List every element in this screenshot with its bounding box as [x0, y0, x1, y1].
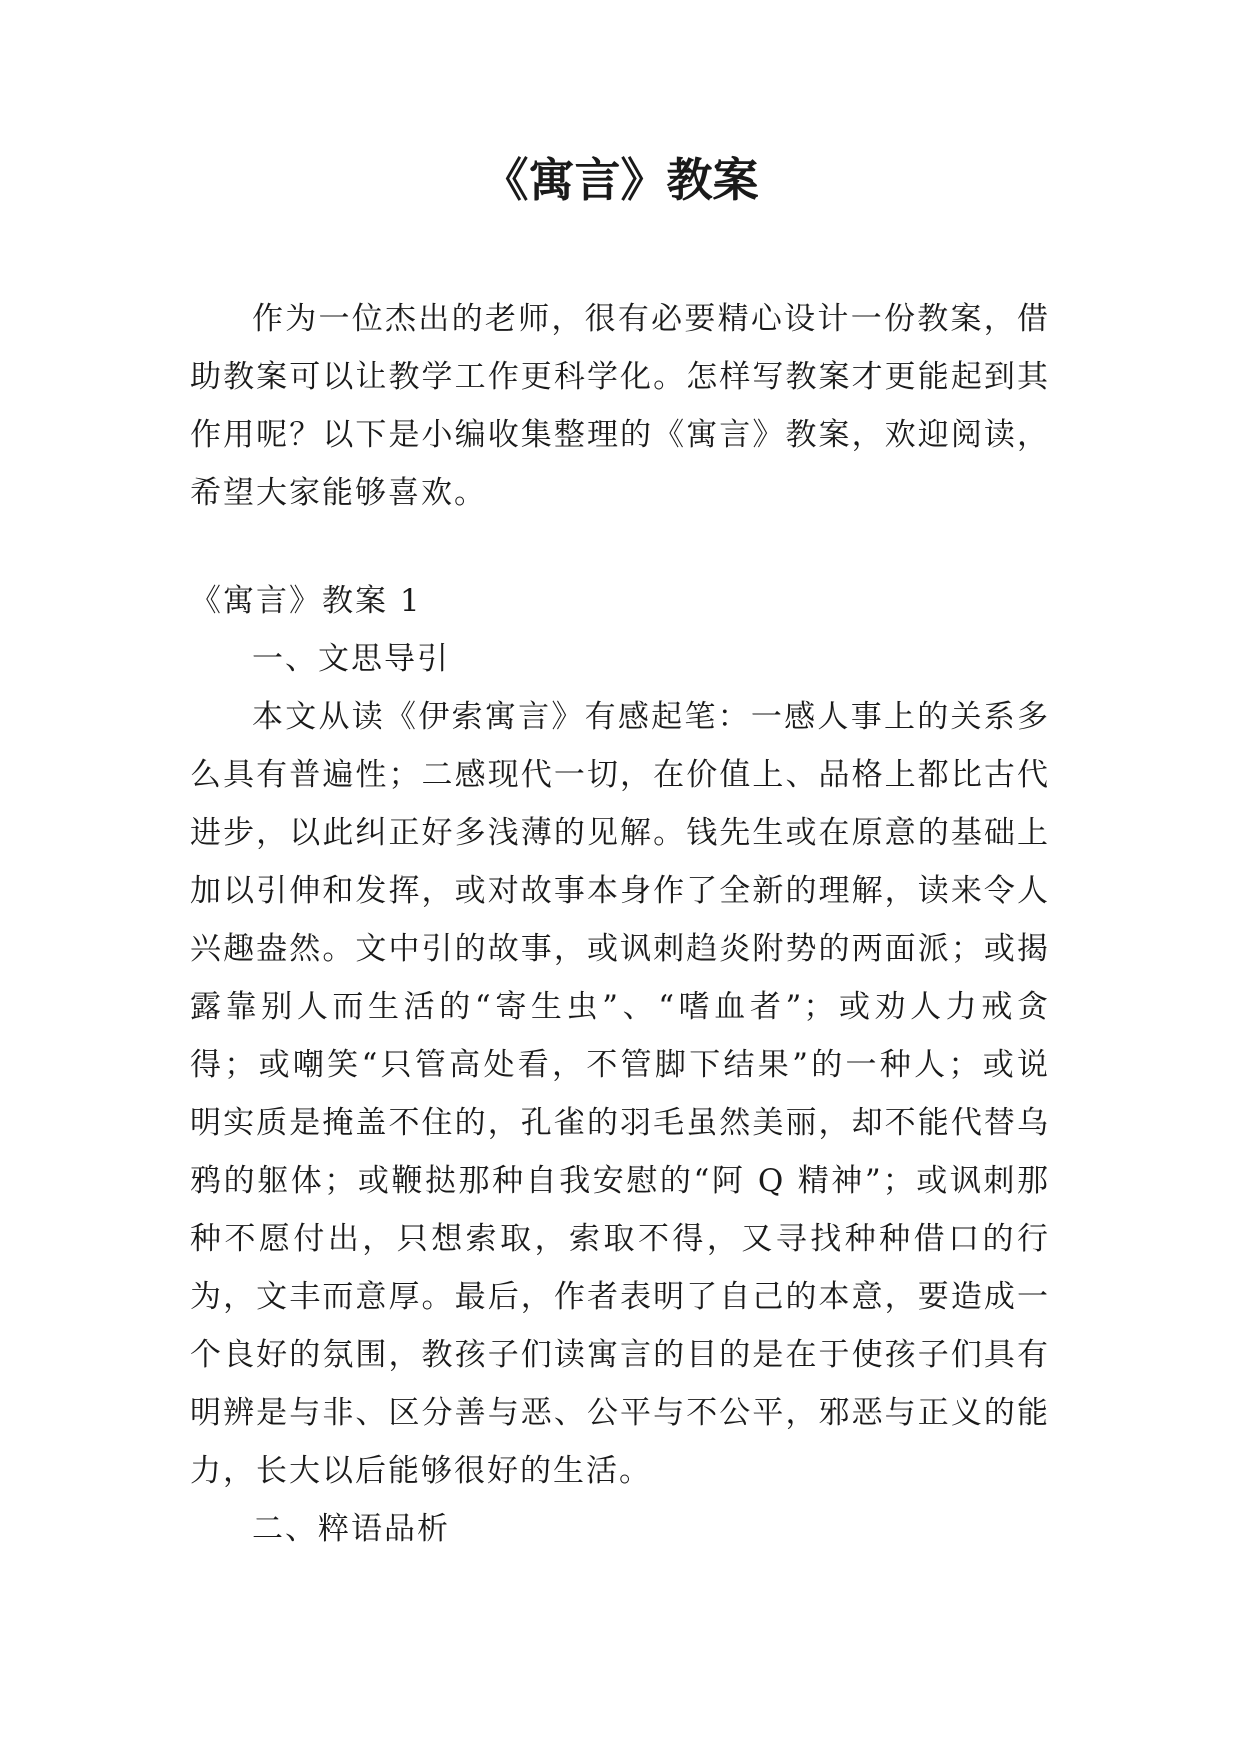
heading-wensi-daoyin: 一、文思导引 [252, 641, 450, 677]
intro-paragraph: 作为一位杰出的老师，很有必要精心设计一份教案，借助教案可以让教学工作更科学化。怎样写教案才更能起到其作用呢？以下是小编收集整理的《寓言》教案，欢迎阅读，希望大家能够喜欢。 [190, 301, 1050, 511]
heading-cuiyu-pinxi: 二、粹语品析 [252, 1511, 450, 1547]
document-content [190, 290, 1050, 1558]
section-title: 《寓言》教案 1 [190, 583, 422, 619]
document-title: 《寓言》教案 [482, 153, 759, 207]
body-paragraph: 本文从读《伊索寓言》有感起笔：一感人事上的关系多么具有普遍性；二感现代一切，在价值上、品格上都比古代进步，以此纠正好多浅薄的见解。钱先生或在原意的基础上加以引伸和发挥，或对故事本身作了全新的理解，读来令人兴趣盎然。文中引的故事，或讽刺趋炎附势的两面派；或揭露靠别人而生活的“寄生虫”、“嗜血者”；或劝人力戒贪得；或嘲笑“只管高处看，不管脚下结果”的一种人；或说明实质是掩盖不住的，孔雀的羽毛虽然美丽，却不能代替乌鸦的躯体；或鞭挞那种自我安慰的“阿 Q 精神”；或讽刺那种不愿付出，只想索取，索取不得，又寻找种种借口的行为，文丰而意厚。最后，作者表明了自己的本意，要造成一个良好的氛围，教孩子们读寓言的目的是在于使孩子们具有明辨是与非、区分善与恶、公平与不公平，邪恶与正义的能力，长大以后能够很好的生活。 [190, 699, 1050, 1489]
paragraph-gap [190, 522, 1050, 572]
